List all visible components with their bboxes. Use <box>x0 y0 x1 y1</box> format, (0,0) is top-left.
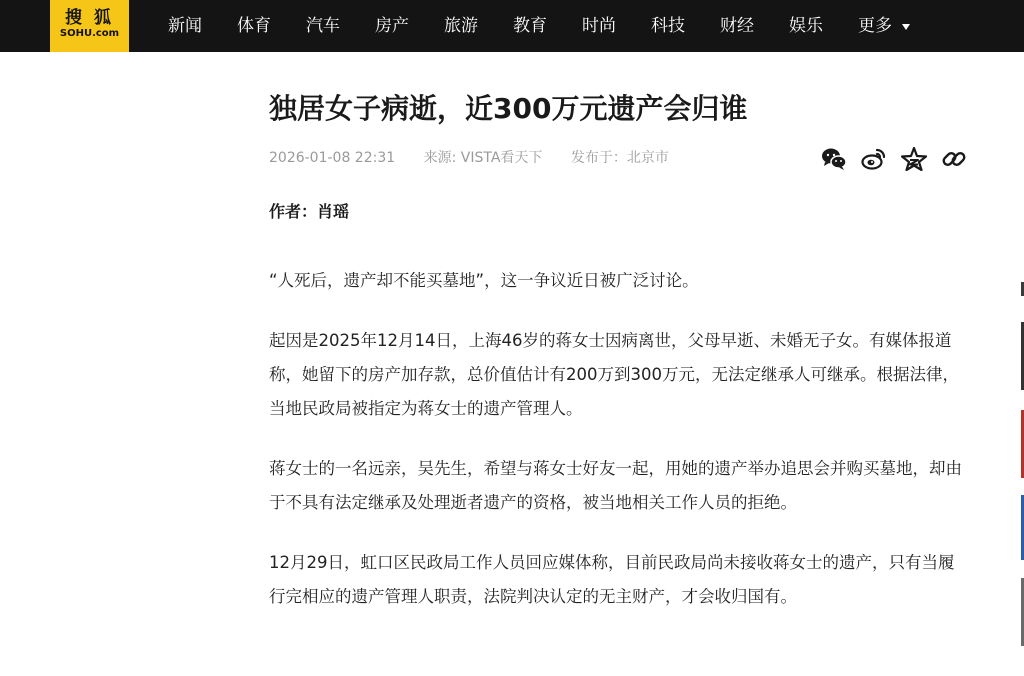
nav-more-dropdown[interactable] <box>858 0 910 52</box>
article-paragraph: 起因是2025年12月14日，上海46岁的蒋女士因病离世，父母早逝、未婚无子女。有媒体报道称，她留下的房产加存款，总价值估计有200万到300万元，无法定继承人可继承。根据法律，当地民政局被指定为蒋女士的遗产管理人。 <box>269 331 959 418</box>
nav-item-finance[interactable]: 财经 <box>720 16 754 36</box>
nav-item-education[interactable]: 教育 <box>513 16 547 36</box>
top-navigation-bar <box>0 0 1024 52</box>
nav-more-label: 更多 <box>858 16 892 36</box>
article-author: 作者：肖瑶 <box>269 202 350 221</box>
logo-chinese-text: 搜 狐 <box>65 8 114 28</box>
link-icon[interactable] <box>940 145 968 173</box>
nav-item-news[interactable]: 新闻 <box>168 16 202 36</box>
article-paragraph: 12月29日，虹口区民政局工作人员回应媒体称，目前民政局尚未接收蒋女士的遗产，只有当履行完相应的遗产管理人职责，法院判决认定的无主财产，才会收归国有。 <box>269 553 955 606</box>
nav-item-tech[interactable]: 科技 <box>651 16 685 36</box>
wechat-icon[interactable] <box>820 145 848 173</box>
nav-item-sports[interactable]: 体育 <box>237 16 271 36</box>
article-paragraph: “人死后，遗产却不能买墓地”，这一争议近日被广泛讨论。 <box>269 271 699 290</box>
channel-nav <box>168 0 945 52</box>
nav-item-travel[interactable]: 旅游 <box>444 16 478 36</box>
qzone-icon[interactable] <box>900 145 928 173</box>
nav-item-entertainment[interactable]: 娱乐 <box>789 16 823 36</box>
nav-item-realestate[interactable]: 房产 <box>375 16 409 36</box>
nav-item-auto[interactable]: 汽车 <box>306 16 340 36</box>
article-title: 独居女子病逝，近300万元遗产会归谁 <box>269 92 748 125</box>
weibo-icon[interactable] <box>860 145 888 173</box>
publish-location: 发布于：北京市 <box>570 150 669 166</box>
logo-english-text: SOHU.com <box>59 28 120 39</box>
share-toolbar <box>820 145 980 173</box>
article-meta <box>269 149 693 167</box>
sohu-logo[interactable] <box>50 0 129 52</box>
publish-date: 2026-01-08 22:31 <box>269 150 396 166</box>
article-source[interactable]: 来源: VISTA看天下 <box>423 150 543 166</box>
nav-item-fashion[interactable]: 时尚 <box>582 16 616 36</box>
article-container <box>269 88 969 606</box>
caret-down-icon <box>902 24 910 30</box>
article-paragraph: 蒋女士的一名远亲，吴先生，希望与蒋女士好友一起，用她的遗产举办追思会并购买墓地，却由于不具有法定继承及处理逝者遗产的资格，被当地相关工作人员的拒绝。 <box>269 459 962 512</box>
